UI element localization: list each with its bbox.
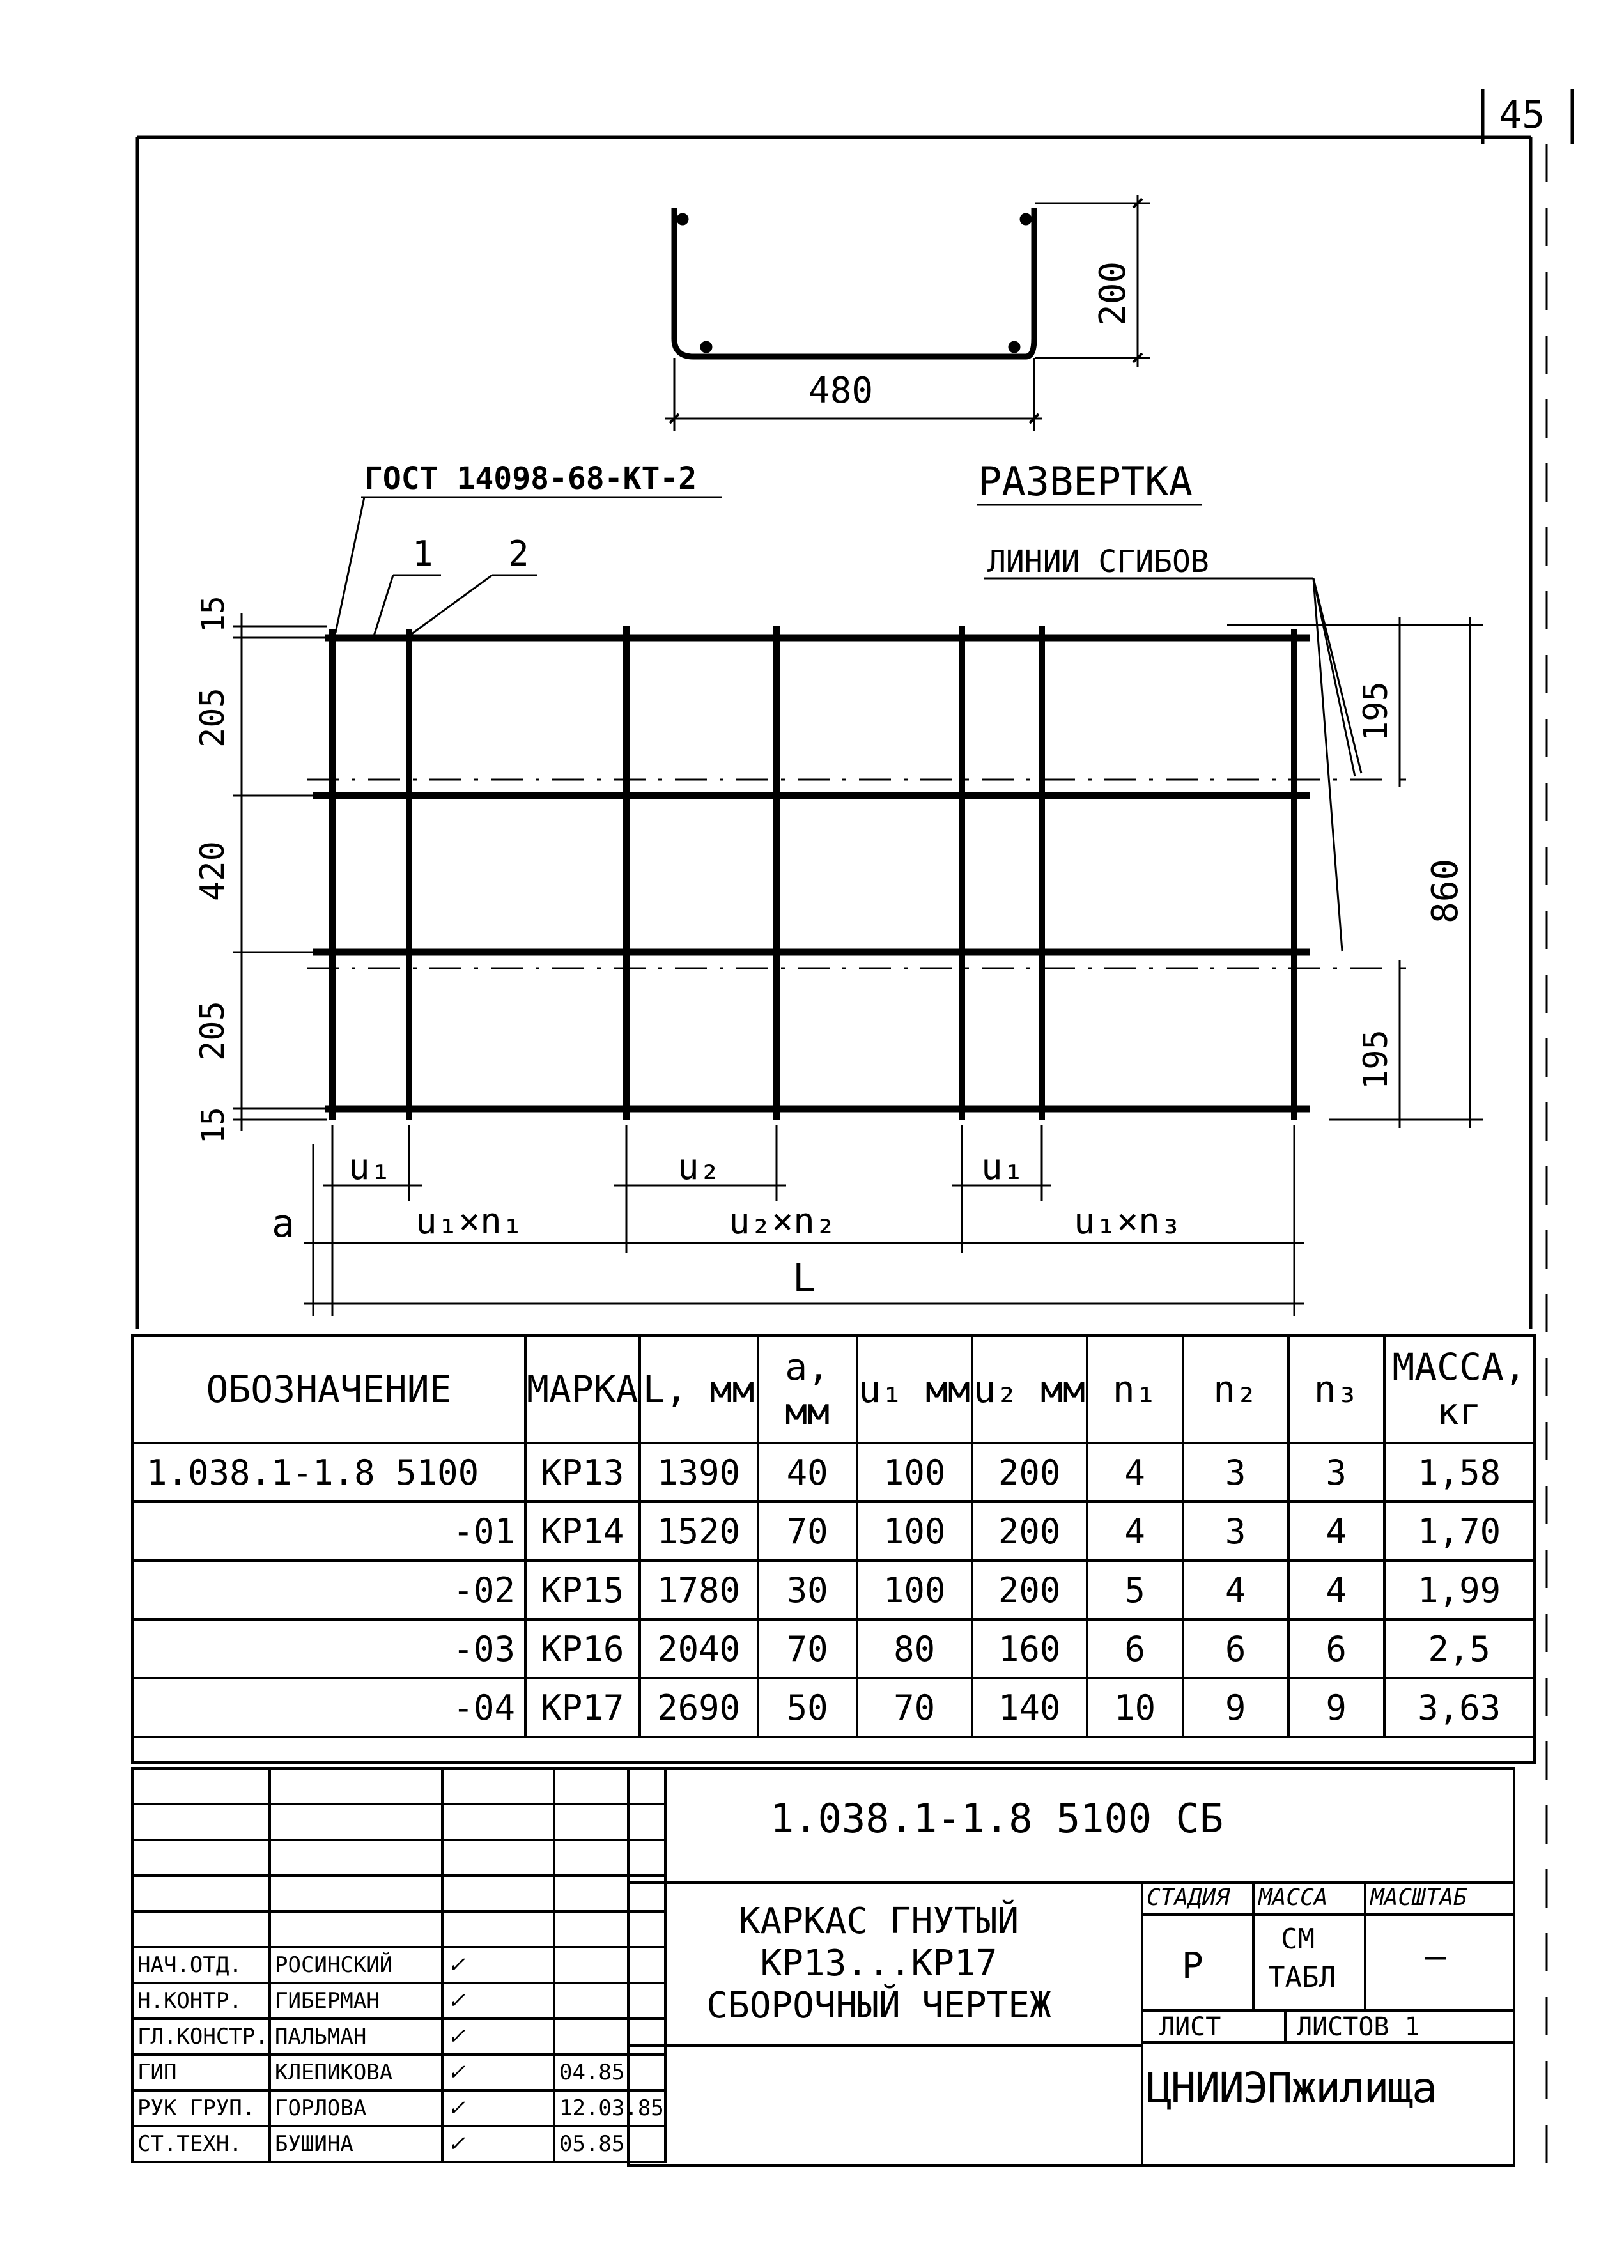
- staff-date: 12.03.85: [554, 2090, 665, 2126]
- row-a: 40: [758, 1443, 857, 1502]
- staff-date: 05.85: [554, 2126, 665, 2162]
- row-designation: -02: [132, 1561, 525, 1619]
- dim-u2n2: u₂×n₂: [729, 1201, 837, 1242]
- header-mass: МАССА, кг: [1384, 1336, 1535, 1443]
- title-block-main: [627, 1767, 1515, 2167]
- row-u2: 140: [972, 1678, 1087, 1737]
- row-mass: 3,63: [1384, 1678, 1535, 1737]
- row-n1: 6: [1087, 1619, 1183, 1678]
- row-n1: 4: [1087, 1443, 1183, 1502]
- mass-value-1: СМ: [1281, 1923, 1315, 1956]
- dim-left-top-15: 15: [196, 596, 231, 633]
- staff-signature-table: [131, 1767, 667, 2163]
- spec-header-row: [132, 1336, 1535, 1443]
- stage-grid: [1141, 1881, 1515, 2167]
- staff-role: НАЧ.ОТД.: [132, 1947, 270, 1983]
- drawing-title: [661, 1901, 1096, 2027]
- dim-u1n1: u₁×n₁: [415, 1201, 523, 1242]
- header-a: a, мм: [758, 1336, 857, 1443]
- row-n3: 4: [1288, 1502, 1384, 1561]
- row-mass: 2,5: [1384, 1619, 1535, 1678]
- row-a: 70: [758, 1502, 857, 1561]
- row-n2: 3: [1183, 1443, 1288, 1502]
- staff-name: КЛЕПИКОВА: [270, 2055, 442, 2090]
- sheets-label: ЛИСТОВ 1: [1297, 2012, 1420, 2042]
- row-mark: КР16: [525, 1619, 640, 1678]
- table-row: [132, 1561, 1535, 1619]
- fold-lines-label: ЛИНИИ СГИБОВ: [987, 544, 1209, 580]
- staff-date: 04.85: [554, 2055, 665, 2090]
- title-line-2: КР13...КР17: [760, 1943, 998, 1984]
- row-n3: 3: [1288, 1443, 1384, 1502]
- staff-row: [132, 1947, 665, 1983]
- title-line-3: СБОРОЧНЫЙ ЧЕРТЕЖ: [706, 1985, 1051, 2026]
- row-L: 1520: [640, 1502, 758, 1561]
- dim-left-420: 420: [194, 841, 232, 901]
- header-u1: u₁ мм: [857, 1336, 972, 1443]
- dim-left-205-bottom: 205: [194, 1001, 232, 1061]
- row-L: 1390: [640, 1443, 758, 1502]
- dim-u1-right: u₁: [981, 1146, 1025, 1188]
- row-n1: 10: [1087, 1678, 1183, 1737]
- row-n3: 4: [1288, 1561, 1384, 1619]
- specification-table: [131, 1334, 1536, 1764]
- mass-value-2: ТАБЛ: [1268, 1961, 1336, 1994]
- row-n2: 9: [1183, 1678, 1288, 1737]
- header-n1: n₁: [1087, 1336, 1183, 1443]
- staff-name: ГИБЕРМАН: [270, 1983, 442, 2019]
- staff-role: ГЛ.КОНСТР.: [132, 2019, 270, 2055]
- scale-label: МАСШТАБ: [1370, 1885, 1467, 1911]
- row-u2: 200: [972, 1443, 1087, 1502]
- row-a: 50: [758, 1678, 857, 1737]
- dim-u2: u₂: [677, 1146, 721, 1188]
- dim-right-195-bottom: 195: [1357, 1030, 1395, 1090]
- row-mark: КР17: [525, 1678, 640, 1737]
- staff-role: ГИП: [132, 2055, 270, 2090]
- table-row: [132, 1443, 1535, 1502]
- row-L: 2040: [640, 1619, 758, 1678]
- section-width-dim: 480: [808, 370, 874, 412]
- row-mass: 1,58: [1384, 1443, 1535, 1502]
- row-u1: 100: [857, 1561, 972, 1619]
- table-row: [132, 1502, 1535, 1561]
- callout-1: 1: [412, 534, 433, 574]
- row-n3: 6: [1288, 1619, 1384, 1678]
- staff-row: [132, 2055, 665, 2090]
- stage-value: Р: [1182, 1945, 1203, 1987]
- staff-row: [132, 2019, 665, 2055]
- row-u1: 100: [857, 1443, 972, 1502]
- row-L: 1780: [640, 1561, 758, 1619]
- header-mark: МАРКА: [525, 1336, 640, 1443]
- dim-right-195-top: 195: [1357, 681, 1395, 741]
- table-row: [132, 1619, 1535, 1678]
- dim-u1-left: u₁: [348, 1146, 392, 1188]
- row-mass: 1,70: [1384, 1502, 1535, 1561]
- header-n3: n₃: [1288, 1336, 1384, 1443]
- staff-signature: ✓: [442, 2090, 554, 2126]
- stage-label: СТАДИЯ: [1147, 1885, 1230, 1911]
- row-mark: КР14: [525, 1502, 640, 1561]
- staff-role: РУК ГРУП.: [132, 2090, 270, 2126]
- header-n2: n₂: [1183, 1336, 1288, 1443]
- row-designation: -01: [132, 1502, 525, 1561]
- staff-name: ПАЛЬМАН: [270, 2019, 442, 2055]
- scale-value: —: [1425, 1936, 1446, 1977]
- staff-name: БУШИНА: [270, 2126, 442, 2162]
- row-mark: КР13: [525, 1443, 640, 1502]
- row-designation: -03: [132, 1619, 525, 1678]
- row-n2: 3: [1183, 1502, 1288, 1561]
- dim-left-205-top: 205: [194, 688, 232, 748]
- row-n3: 9: [1288, 1678, 1384, 1737]
- gost-label: ГОСТ 14098-68-КТ-2: [364, 461, 697, 497]
- table-row: [132, 1678, 1535, 1737]
- staff-row: [132, 2126, 665, 2162]
- callout-2: 2: [508, 534, 529, 574]
- title-line-1: КАРКАС ГНУТЫЙ: [738, 1901, 1019, 1942]
- staff-row: [132, 2090, 665, 2126]
- table-row-spacer: [132, 1737, 1535, 1763]
- row-designation: -04: [132, 1678, 525, 1737]
- staff-signature: ✓: [442, 2019, 554, 2055]
- header-u2: u₂ мм: [972, 1336, 1087, 1443]
- row-n1: 4: [1087, 1502, 1183, 1561]
- staff-name: ГОРЛОВА: [270, 2090, 442, 2126]
- mesh-frame: [233, 497, 1483, 1316]
- header-designation: ОБОЗНАЧЕНИЕ: [132, 1336, 525, 1443]
- row-u1: 80: [857, 1619, 972, 1678]
- dim-left-bottom-15: 15: [196, 1107, 231, 1144]
- header-L: L, мм: [640, 1336, 758, 1443]
- row-a: 30: [758, 1561, 857, 1619]
- dim-u1n3: u₁×n₃: [1074, 1201, 1182, 1242]
- staff-signature: ✓: [442, 2055, 554, 2090]
- dim-a: a: [272, 1201, 295, 1246]
- sheet-label: ЛИСТ: [1159, 2012, 1221, 2042]
- row-n2: 6: [1183, 1619, 1288, 1678]
- row-mark: КР15: [525, 1561, 640, 1619]
- section-view: [665, 195, 1150, 431]
- row-designation: 1.038.1-1.8 5100: [132, 1443, 525, 1502]
- staff-role: СТ.ТЕХН.: [132, 2126, 270, 2162]
- row-n1: 5: [1087, 1561, 1183, 1619]
- row-L: 2690: [640, 1678, 758, 1737]
- staff-signature: ✓: [442, 2126, 554, 2162]
- staff-signature: ✓: [442, 1983, 554, 2019]
- document-code: 1.038.1-1.8 5100 СБ: [770, 1795, 1224, 1842]
- dim-L: L: [793, 1256, 816, 1300]
- row-u1: 70: [857, 1678, 972, 1737]
- staff-name: РОСИНСКИЙ: [270, 1947, 442, 1983]
- development-title: РАЗВЕРТКА: [978, 458, 1193, 505]
- page-number: 45: [1499, 93, 1545, 137]
- mass-label: МАССА: [1258, 1885, 1328, 1911]
- row-a: 70: [758, 1619, 857, 1678]
- row-u2: 200: [972, 1502, 1087, 1561]
- staff-row: [132, 1983, 665, 2019]
- row-mass: 1,99: [1384, 1561, 1535, 1619]
- row-u2: 160: [972, 1619, 1087, 1678]
- row-n2: 4: [1183, 1561, 1288, 1619]
- row-u2: 200: [972, 1561, 1087, 1619]
- row-u1: 100: [857, 1502, 972, 1561]
- section-height-dim: 200: [1092, 261, 1134, 326]
- dim-right-860: 860: [1425, 858, 1466, 923]
- staff-signature: ✓: [442, 1947, 554, 1983]
- organization-name: ЦНИИЭПжилища: [1147, 2064, 1436, 2113]
- staff-role: Н.КОНТР.: [132, 1983, 270, 2019]
